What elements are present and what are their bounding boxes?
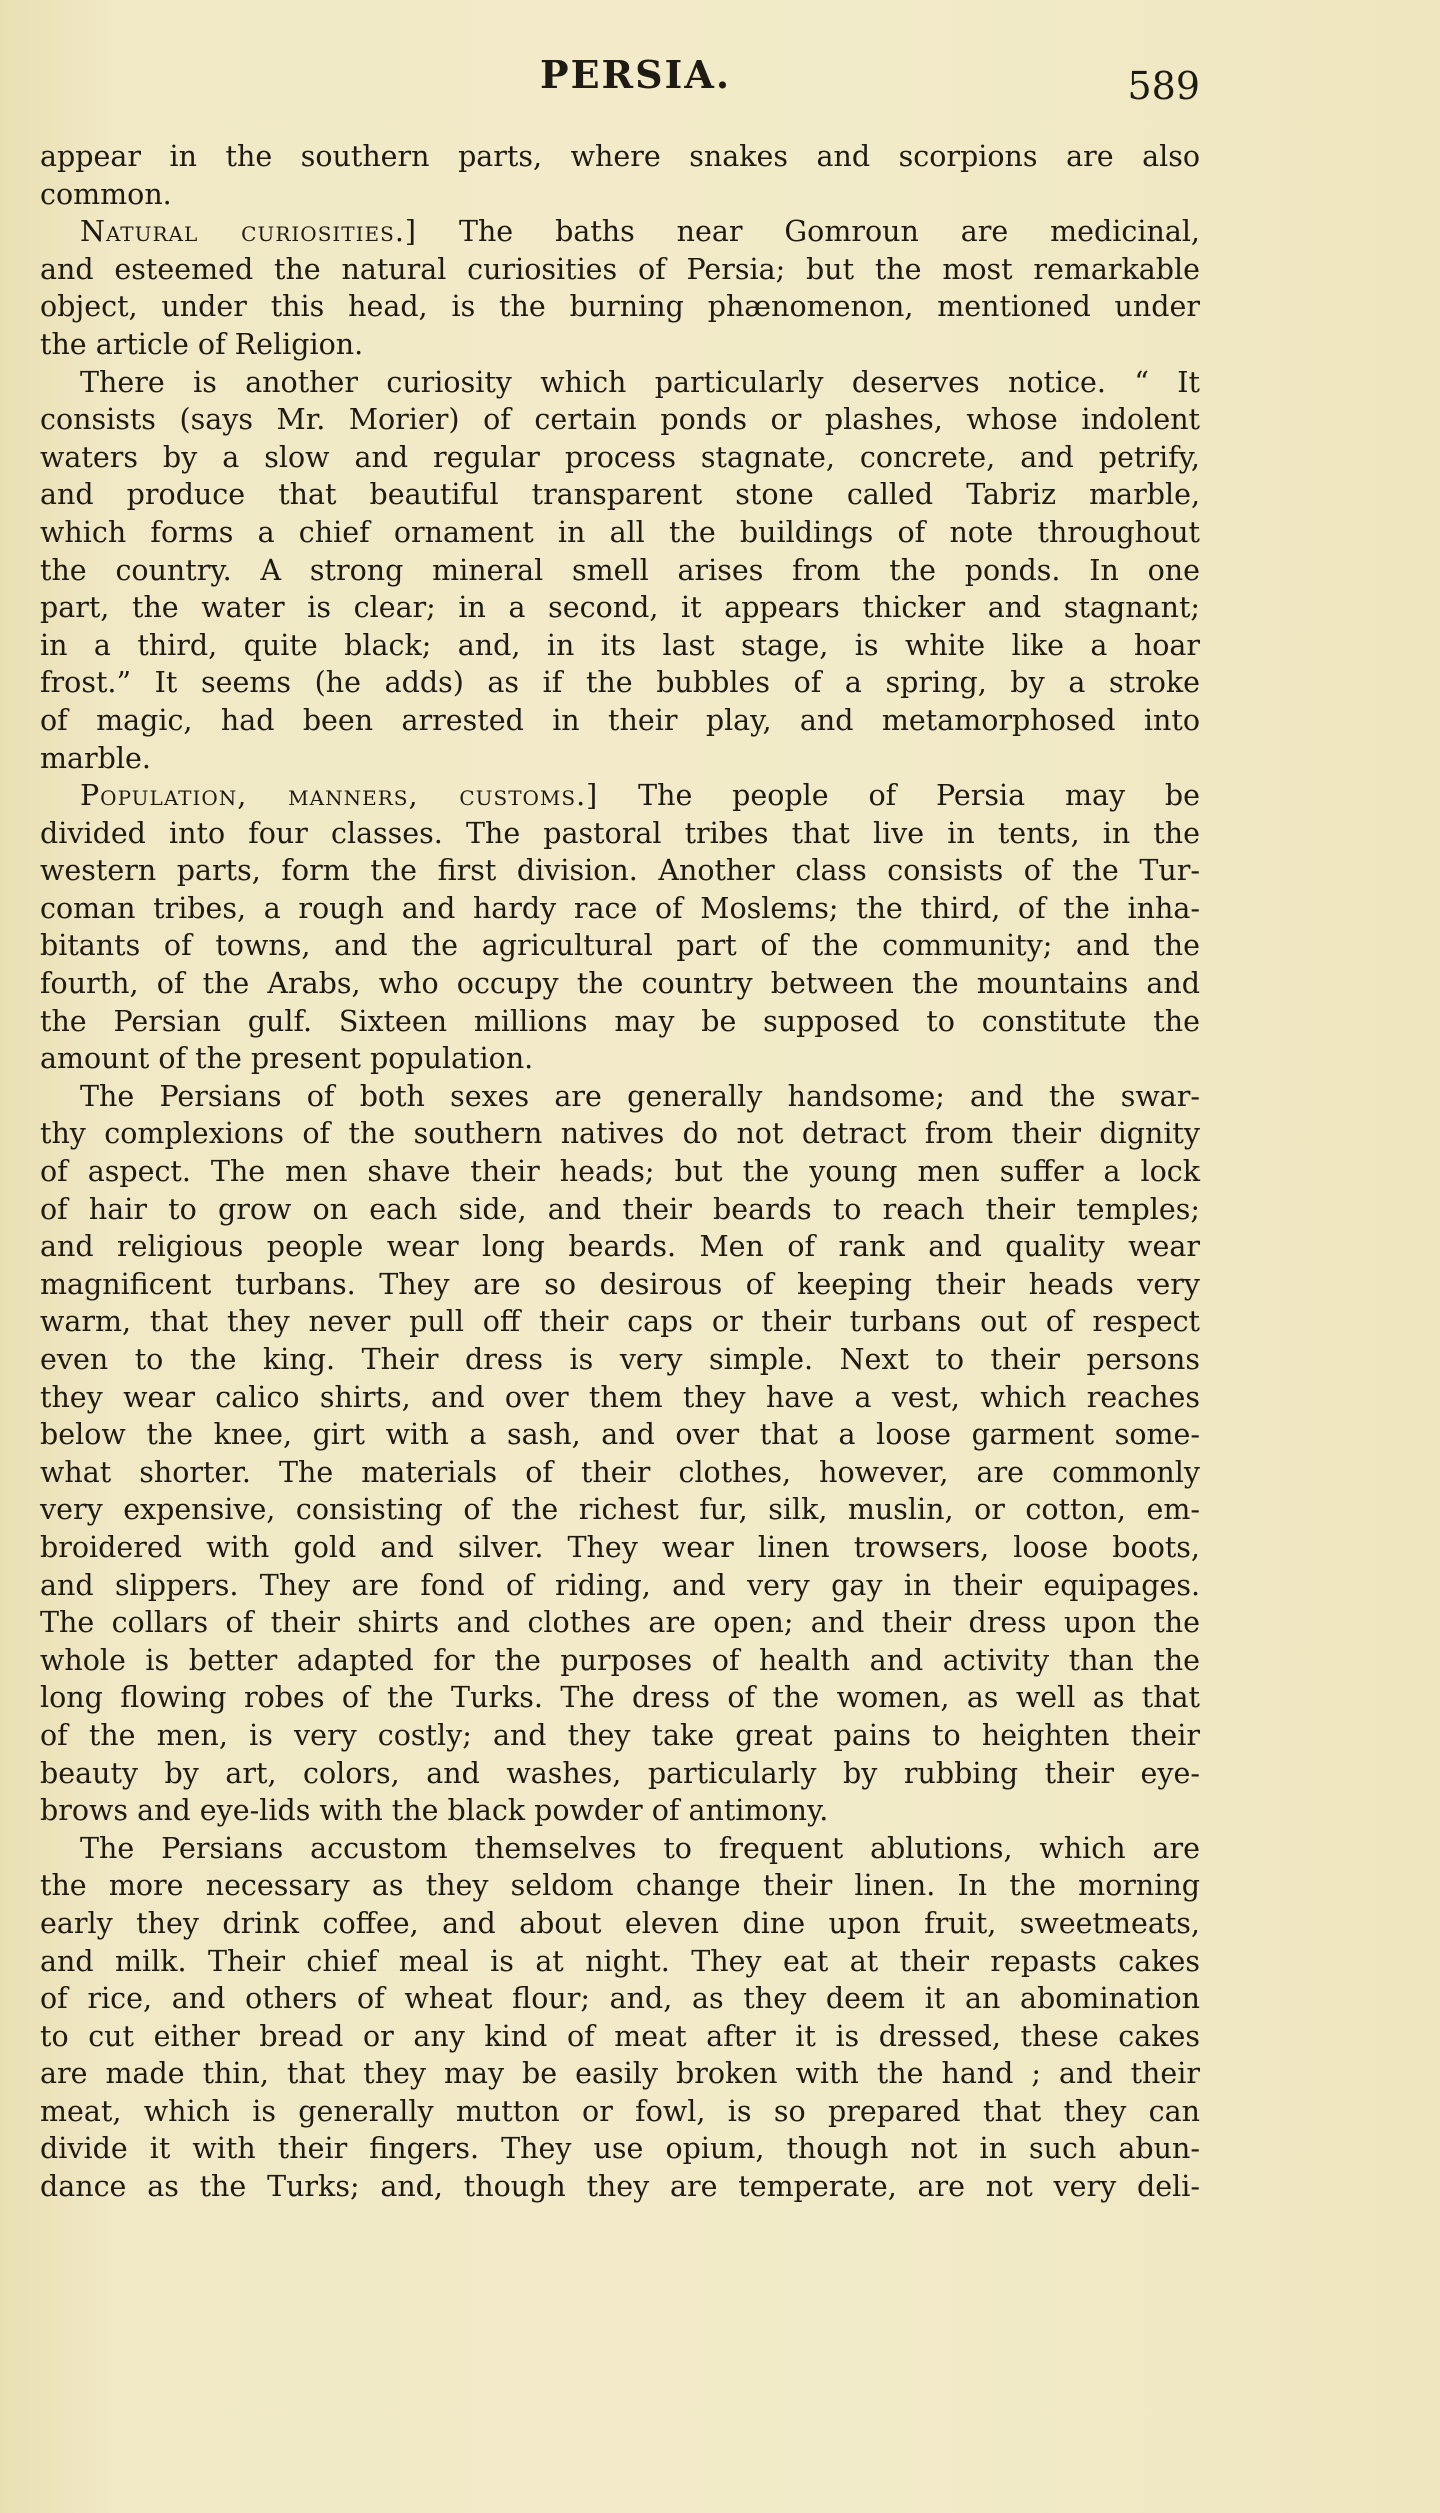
text-line: below the knee, girt with a sash, and over that a loose garment some- xyxy=(40,1418,1200,1452)
page-number: 589 xyxy=(1127,64,1200,108)
text-line: and slippers. They are fond of riding, and very gay in their equipages. xyxy=(40,1568,1200,1602)
text-line: western parts, form the first division. Another class consists of the Tur- xyxy=(40,854,1200,888)
text-line: even to the king. Their dress is very simple. Next to their persons xyxy=(40,1343,1200,1376)
text-line: appear in the southern parts, where snakes and scorpions are also xyxy=(40,140,1200,173)
text-line: and esteemed the natural curiosities of Persia; but the most remarkable xyxy=(40,252,1200,286)
text-line: The Persians accustom themselves to frequent ablutions, which are xyxy=(80,1831,1200,1865)
text-line xyxy=(40,777,1200,815)
page-header xyxy=(40,48,1200,118)
text-line: of the men, is very costly; and they take great pains to heighten their xyxy=(40,1718,1200,1752)
body-text xyxy=(40,138,1200,2206)
text-line: beauty by art, colors, and washes, particularly by rubbing their eye- xyxy=(40,1756,1200,1790)
text-line: of rice, and others of wheat flour; and, as they deem it an abomination xyxy=(40,1982,1200,2016)
text-line: The collars of their shirts and clothes are open; and their dress upon the xyxy=(40,1606,1200,1640)
text-line: divided into four classes. The pastoral tribes that live in tents, in the xyxy=(40,816,1200,850)
text-line: The Persians of both sexes are generally handsome; and the swar- xyxy=(80,1079,1200,1113)
text-line: amount of the present population. xyxy=(40,1042,534,1076)
text-line: and produce that beautiful transparent stone called Tabriz marble, xyxy=(40,478,1200,512)
text-line: waters by a slow and regular process stagnate, concrete, and petrify, xyxy=(40,440,1200,474)
section-heading-natural-curiosities: Natural curiosities.] xyxy=(80,215,418,249)
line-text: The people of Persia may be xyxy=(638,779,1200,813)
text-line: brows and eye-lids with the black powder of antimony. xyxy=(40,1794,829,1828)
section-heading-population: Population, manners, customs.] xyxy=(80,779,599,813)
text-line: coman tribes, a rough and hardy race of Moslems; the third, of the inha- xyxy=(40,891,1200,925)
text-line: fourth, of the Arabs, who occupy the country between the mountains and xyxy=(40,967,1200,1001)
text-line: meat, which is generally mutton or fowl, is so prepared that they can xyxy=(40,2094,1200,2128)
line-text: The baths near Gomroun are medicinal, xyxy=(458,215,1200,249)
text-line: to cut either bread or any kind of meat after it is dressed, these cakes xyxy=(40,2019,1200,2053)
text-line: consists (says Mr. Morier) of certain ponds or plashes, whose indolent xyxy=(40,403,1200,437)
text-line: the article of Religion. xyxy=(40,327,364,361)
text-line: object, under this head, is the burning phænomenon, mentioned under xyxy=(40,290,1200,324)
text-line: very expensive, consisting of the richest fur, silk, muslin, or cotton, em- xyxy=(40,1493,1200,1527)
text-line: early they drink coffee, and about eleven dine upon fruit, sweetmeats, xyxy=(40,1906,1200,1940)
text-line xyxy=(40,213,1200,251)
text-line: dance as the Turks; and, though they are temperate, are not very deli- xyxy=(40,2170,1200,2204)
text-line: in a third, quite black; and, in its last stage, is white like a hoar xyxy=(40,628,1200,662)
text-line: and religious people wear long beards. Men of rank and quality wear xyxy=(40,1230,1200,1264)
text-line: which forms a chief ornament in all the buildings of note throughout xyxy=(40,515,1200,549)
text-line: the more necessary as they seldom change their linen. In the morning xyxy=(40,1869,1200,1903)
text-line: There is another curiosity which particularly deserves notice. “ It xyxy=(80,365,1200,399)
text-line: and milk. Their chief meal is at night. They eat at their repasts cakes xyxy=(40,1944,1200,1978)
text-line: divide it with their fingers. They use opium, though not in such abun- xyxy=(40,2132,1200,2166)
text-line: long flowing robes of the Turks. The dress of the women, as well as that xyxy=(40,1681,1200,1715)
text-line: what shorter. The materials of their clothes, however, are commonly xyxy=(40,1455,1200,1489)
text-line: marble. xyxy=(40,741,151,775)
text-line: bitants of towns, and the agricultural part of the community; and the xyxy=(40,929,1200,963)
text-line: broidered with gold and silver. They wear linen trowsers, loose boots, xyxy=(40,1530,1200,1564)
text-line: frost.” It seems (he adds) as if the bubbles of a spring, by a stroke xyxy=(40,666,1200,700)
text-line: of hair to grow on each side, and their beards to reach their temples; xyxy=(40,1192,1200,1226)
text-line: of aspect. The men shave their heads; but the young men suffer a lock xyxy=(40,1155,1200,1189)
running-head: PERSIA. xyxy=(540,52,732,97)
text-line: are made thin, that they may be easily broken with the hand ; and their xyxy=(40,2057,1200,2091)
text-line: warm, that they never pull off their caps or their turbans out of respect xyxy=(40,1305,1200,1339)
text-line: the country. A strong mineral smell arises from the ponds. In one xyxy=(40,553,1200,587)
text-line: thy complexions of the southern natives do not detract from their dignity xyxy=(40,1117,1200,1151)
text-line: magnificent turbans. They are so desirous of keeping their heads very xyxy=(40,1267,1200,1301)
text-line: of magic, had been arrested in their play, and metamorphosed into xyxy=(40,703,1200,737)
text-line: they wear calico shirts, and over them they have a vest, which reaches xyxy=(40,1380,1200,1414)
text-line: whole is better adapted for the purposes of health and activity than the xyxy=(40,1643,1200,1677)
text-line: the Persian gulf. Sixteen millions may be supposed to constitute the xyxy=(40,1004,1200,1038)
text-line: part, the water is clear; in a second, it appears thicker and stagnant; xyxy=(40,591,1200,625)
text-line: common. xyxy=(40,177,172,211)
